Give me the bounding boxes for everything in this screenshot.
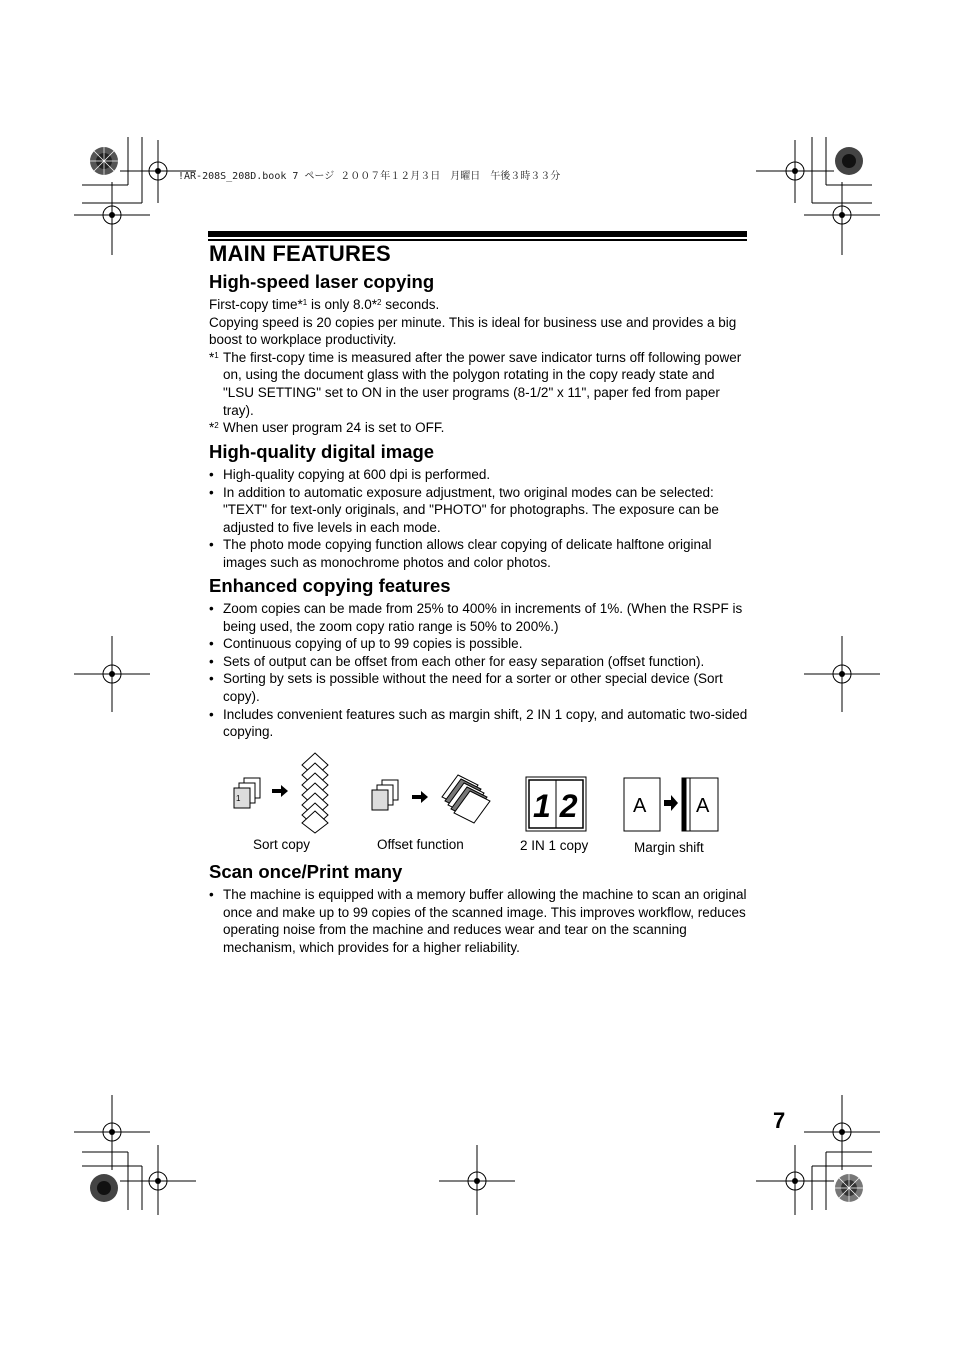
arrow-icon xyxy=(664,795,678,811)
caption-margin-shift: Margin shift xyxy=(634,840,704,855)
section-high-quality-image xyxy=(209,441,749,572)
svg-text:1 2: 1 2 xyxy=(533,788,578,824)
caption-sort-copy: Sort copy xyxy=(253,837,311,852)
section-heading: Enhanced copying features xyxy=(209,575,451,596)
caption-offset-function: Offset function xyxy=(377,837,464,852)
print-header-line: !AR-208S_208D.book 7 ページ ２００７年１２月３日 月曜日 午後３時３３分 xyxy=(178,171,561,182)
offset-stack-icon xyxy=(442,775,490,823)
list-item: • Sets of output can be offset from each other for easy separation (offset function). xyxy=(209,653,749,671)
section-heading: High-quality digital image xyxy=(209,441,435,462)
feature-illustrations xyxy=(220,745,740,840)
list-item: • Sorting by sets is possible without the need for a sorter or other special device (Sort copy). xyxy=(209,670,749,705)
list-item: • Continuous copying of up to 99 copies is possible. xyxy=(209,635,749,653)
footnote-2: *$^2$ When user program 24 is set to OFF. xyxy=(209,420,445,436)
svg-text:1: 1 xyxy=(236,794,241,803)
bullet-list xyxy=(209,600,749,741)
section-scan-once xyxy=(209,861,749,956)
caption-2in1-copy: 2 IN 1 copy xyxy=(520,838,589,853)
title-rule-thick xyxy=(208,231,747,237)
svg-text:A: A xyxy=(696,795,710,817)
list-item: • Zoom copies can be made from 25% to 400% in increments of 1%. (When the RSPF is being used, the zoom copy ratio range is 50% to 200%.) xyxy=(209,600,749,635)
section-heading: High-speed laser copying xyxy=(209,271,435,292)
sort-copy-stack-icon xyxy=(302,753,328,833)
sort-copy-originals-icon xyxy=(234,778,260,808)
arrow-icon xyxy=(412,791,428,803)
svg-text:A: A xyxy=(633,795,647,817)
offset-originals-icon xyxy=(372,780,398,810)
list-item: • In addition to automatic exposure adjustment, two original modes can be selected: "TEXT" for text-only originals, and "PHOTO" for photographs. The exposure can be adjusted to five levels in each mode. xyxy=(209,484,749,537)
list-item: • High-quality copying at 600 dpi is performed. xyxy=(209,466,749,484)
section-high-speed-laser xyxy=(209,271,749,437)
page-number: 7 xyxy=(773,1108,786,1133)
page-title: MAIN FEATURES xyxy=(209,241,391,266)
first-copy-line: First-copy time*$^1$ is only 8.0*$^2$ seconds. xyxy=(209,297,440,312)
list-item: • The photo mode copying function allows clear copying of delicate halftone original images such as monochrome photos and color photos. xyxy=(209,536,749,571)
section-enhanced-copying xyxy=(209,575,749,741)
bullet-list xyxy=(209,466,749,572)
list-item: • Includes convenient features such as margin shift, 2 IN 1 copy, and automatic two-sided copying. xyxy=(209,706,749,741)
arrow-icon xyxy=(272,785,288,797)
bullet-list xyxy=(209,886,749,956)
list-item: • The machine is equipped with a memory buffer allowing the machine to scan an original once and make up to 99 copies of the scanned image. This improves workflow, reduces operating noise from the machine and reduces wear and tear on the scanning mechanism, which provides for a higher reliability. xyxy=(209,886,749,956)
section-heading: Scan once/Print many xyxy=(209,861,403,882)
footnote-1: *$^1$ The first-copy time is measured after the power save indicator turns off following power on, using the document glass with the polygon rotating in the copy ready state and "LSU SETTING" set to ON in the user programs (8-1/2" x 11", paper fed from paper tray). xyxy=(209,349,742,418)
copy-speed-paragraph: Copying speed is 20 copies per minute. This is ideal for business use and provides a big boost to workplace productivity. xyxy=(209,314,737,348)
